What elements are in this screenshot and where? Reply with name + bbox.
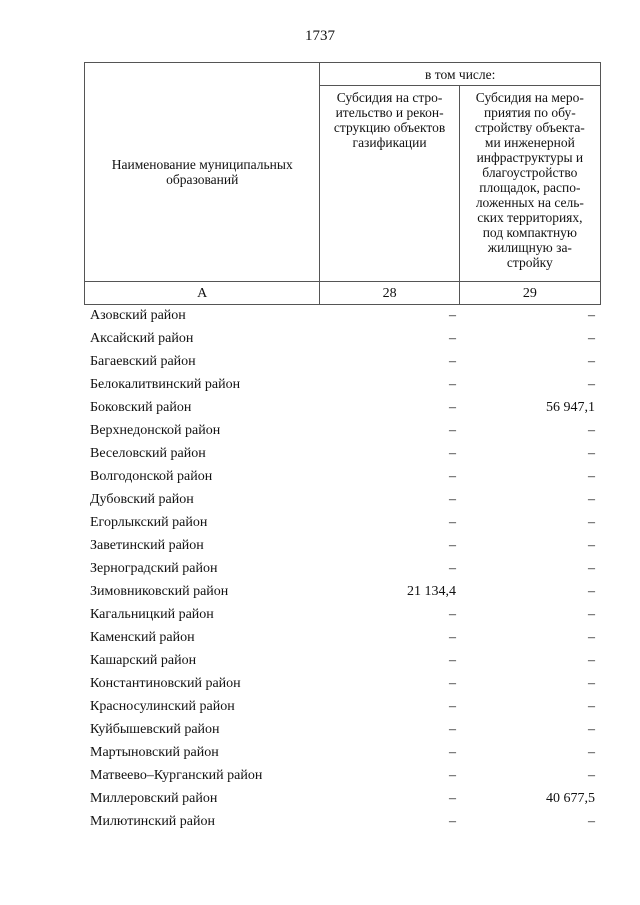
table-row — [84, 742, 601, 765]
value-29: – — [588, 745, 595, 760]
value-28: – — [449, 561, 456, 576]
value-29: – — [588, 538, 595, 553]
table-row — [84, 443, 601, 466]
district-name: Аксайский район — [90, 331, 194, 346]
district-name: Боковский район — [90, 400, 192, 415]
page-number: 1737 — [305, 28, 335, 44]
district-name: Мартыновский район — [90, 745, 219, 760]
value-28: – — [449, 768, 456, 783]
district-name: Миллеровский район — [90, 791, 218, 806]
value-29: – — [588, 768, 595, 783]
value-28: – — [449, 400, 456, 415]
value-29: 40 677,5 — [546, 791, 595, 806]
district-name: Верхнедонской район — [90, 423, 221, 438]
district-name: Милютинский район — [90, 814, 216, 829]
column-28-header — [320, 86, 459, 282]
table-row — [84, 305, 601, 328]
value-28: – — [449, 331, 456, 346]
value-29: – — [588, 492, 595, 507]
table-body — [84, 305, 601, 834]
district-name: Азовский район — [90, 308, 186, 323]
district-name: Багаевский район — [90, 354, 196, 369]
district-name: Матвеево–Курганский район — [90, 768, 263, 783]
column-29-title: Субсидия на меро- приятия по обу- стройству объекта- ми инженерной инфраструктуры и благоустройство площадок, распо- ложенных на сель- ских территориях, под компактную жилищную за- стройку — [474, 90, 585, 270]
value-29: – — [588, 469, 595, 484]
value-28: – — [449, 814, 456, 829]
district-name: Веселовский район — [90, 446, 206, 461]
value-29: – — [588, 354, 595, 369]
district-name: Белокалитвинский район — [90, 377, 241, 392]
district-name: Егорлыкский район — [90, 515, 208, 530]
table-row — [84, 719, 601, 742]
value-29: – — [588, 699, 595, 714]
value-28: 21 134,4 — [407, 584, 456, 599]
value-28: – — [449, 699, 456, 714]
table-row — [84, 765, 601, 788]
value-28: – — [449, 653, 456, 668]
table-row — [84, 374, 601, 397]
table-row — [84, 650, 601, 673]
value-29: – — [588, 331, 595, 346]
table-row — [84, 328, 601, 351]
table-row — [84, 673, 601, 696]
column-index-29: 29 — [459, 282, 600, 305]
table-row — [84, 627, 601, 650]
value-29: – — [588, 561, 595, 576]
value-28: – — [449, 469, 456, 484]
district-name: Кашарский район — [90, 653, 197, 668]
value-28: – — [449, 676, 456, 691]
value-29: – — [588, 676, 595, 691]
table-row — [84, 581, 601, 604]
value-28: – — [449, 377, 456, 392]
table-header — [84, 62, 601, 305]
district-name: Заветинский район — [90, 538, 204, 553]
table-row — [84, 604, 601, 627]
value-29: – — [588, 446, 595, 461]
value-28: – — [449, 607, 456, 622]
column-28-title: Субсидия на стро- ительство и рекон- струкцию объектов газификации — [333, 90, 446, 150]
value-28: – — [449, 423, 456, 438]
value-29: – — [588, 607, 595, 622]
value-28: – — [449, 791, 456, 806]
value-29: – — [588, 584, 595, 599]
value-29: – — [588, 630, 595, 645]
table-row — [84, 351, 601, 374]
district-name: Зимовниковский район — [90, 584, 229, 599]
value-28: – — [449, 630, 456, 645]
district-name: Каменский район — [90, 630, 195, 645]
table-row — [84, 811, 601, 834]
value-28: – — [449, 492, 456, 507]
value-29: – — [588, 653, 595, 668]
value-29: – — [588, 377, 595, 392]
table-row — [84, 397, 601, 420]
table-row — [84, 558, 601, 581]
table-row — [84, 489, 601, 512]
value-28: – — [449, 308, 456, 323]
value-29: – — [588, 814, 595, 829]
value-29: 56 947,1 — [546, 400, 595, 415]
table-row — [84, 512, 601, 535]
column-29-header — [459, 86, 600, 282]
table-row — [84, 420, 601, 443]
value-29: – — [588, 515, 595, 530]
table-row — [84, 466, 601, 489]
district-name: Волгодонской район — [90, 469, 213, 484]
name-column-header: Наименование муниципальных образований — [85, 63, 320, 282]
group-header: в том числе: — [320, 63, 601, 86]
district-name: Красносулинский район — [90, 699, 235, 714]
value-28: – — [449, 745, 456, 760]
value-28: – — [449, 354, 456, 369]
value-28: – — [449, 446, 456, 461]
district-name: Куйбышевский район — [90, 722, 220, 737]
value-29: – — [588, 308, 595, 323]
value-28: – — [449, 515, 456, 530]
district-name: Зерноградский район — [90, 561, 218, 576]
value-28: – — [449, 722, 456, 737]
district-name: Дубовский район — [90, 492, 194, 507]
table-row — [84, 535, 601, 558]
column-index-a: А — [85, 282, 320, 305]
value-29: – — [588, 722, 595, 737]
district-name: Константиновский район — [90, 676, 241, 691]
value-28: – — [449, 538, 456, 553]
column-index-28: 28 — [320, 282, 459, 305]
district-name: Кагальницкий район — [90, 607, 214, 622]
table-row — [84, 788, 601, 811]
table-row — [84, 696, 601, 719]
value-29: – — [588, 423, 595, 438]
